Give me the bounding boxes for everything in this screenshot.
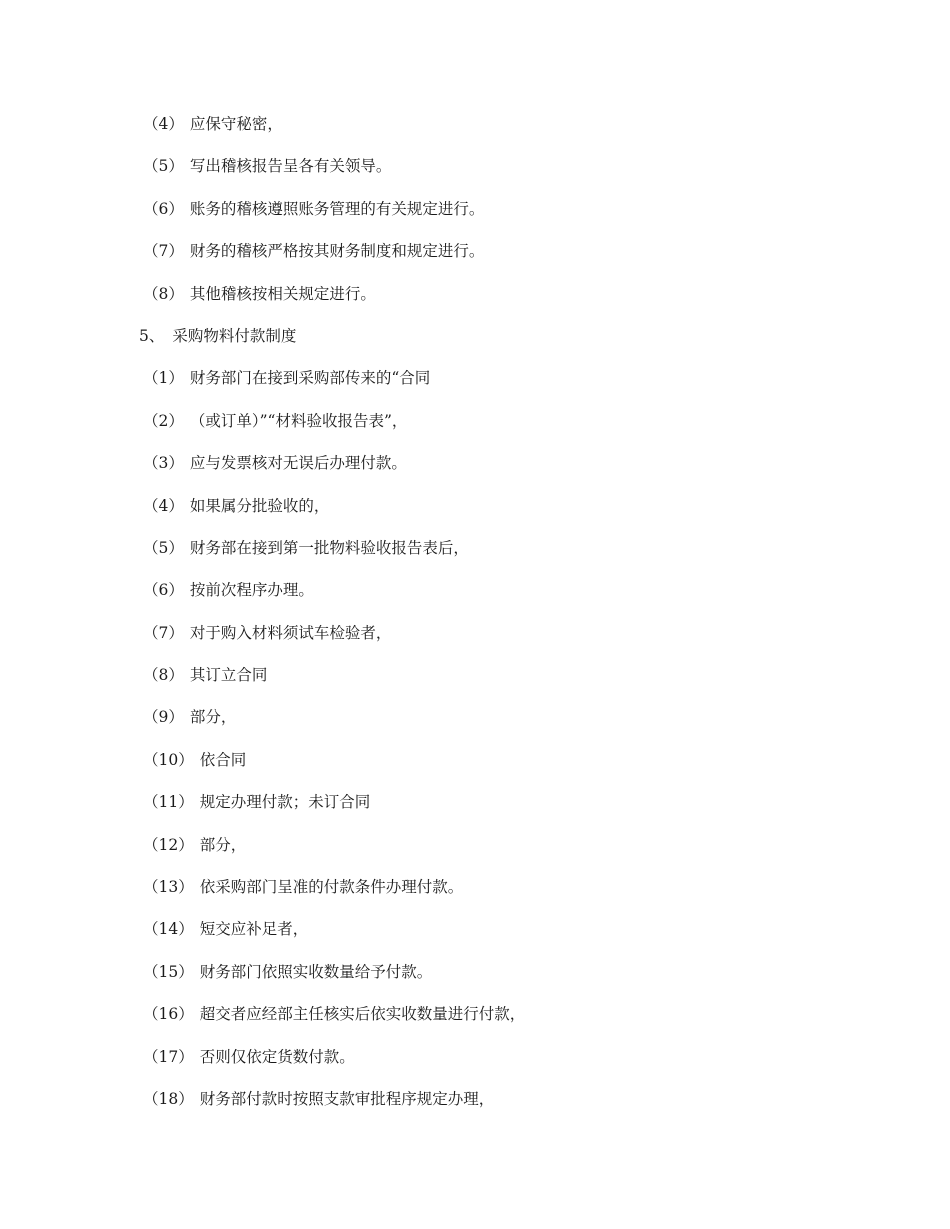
item-text: 对于购入材料须试车检验者， (189, 623, 392, 642)
list-item (139, 449, 839, 491)
item-text: 依合同 (199, 750, 247, 769)
item-text: 如果属分批验收的， (189, 496, 330, 515)
item-number: （7） (143, 623, 184, 642)
list-item (139, 661, 839, 703)
list-item (139, 788, 839, 830)
item-text: 写出稽核报告呈各有关领导。 (189, 157, 392, 176)
list-item (139, 576, 839, 618)
item-number: （7） (143, 242, 184, 261)
item-number: （2） (143, 411, 184, 430)
item-text: 其他稽核按相关规定进行。 (189, 284, 376, 303)
item-text: 财务部门依照实收数量给予付款。 (199, 962, 433, 981)
item-number: （8） (143, 284, 184, 303)
section-number: 5、 (139, 326, 165, 345)
item-number: （18） (143, 1089, 194, 1108)
list-item (139, 1085, 839, 1127)
item-text: 否则仅依定货数付款。 (199, 1047, 355, 1066)
list-item (139, 110, 839, 152)
item-number: （5） (143, 538, 184, 557)
item-text: 超交者应经部主任核实后依实收数量进行付款， (199, 1005, 526, 1024)
list-item (139, 915, 839, 957)
item-text: 账务的稽核遵照账务管理的有关规定进行。 (189, 199, 485, 218)
section-heading (139, 322, 839, 364)
item-text: 部分， (189, 708, 237, 727)
list-item (139, 1043, 839, 1085)
list-item (139, 195, 839, 237)
item-number: （1） (143, 369, 184, 388)
item-number: （9） (143, 708, 184, 727)
item-text: （或订单）”“材料验收报告表”， (189, 411, 408, 430)
list-item (139, 958, 839, 1000)
document-body (139, 110, 839, 1127)
item-number: （4） (143, 115, 184, 133)
section-title: 采购物料付款制度 (172, 326, 297, 345)
list-item (139, 237, 839, 279)
item-number: （3） (143, 454, 184, 473)
list-item (139, 407, 839, 449)
item-text: 财务的稽核严格按其财务制度和规定进行。 (189, 242, 485, 261)
list-item (139, 364, 839, 406)
item-text: 财务部门在接到采购部传来的“合同 (189, 369, 431, 388)
item-number: （12） (143, 835, 194, 854)
item-number: （11） (143, 793, 194, 812)
item-number: （15） (143, 962, 194, 981)
list-item (139, 873, 839, 915)
list-item (139, 831, 839, 873)
item-text: 部分， (199, 835, 247, 854)
item-text: 按前次程序办理。 (189, 581, 314, 600)
list-item (139, 703, 839, 745)
item-number: （13） (143, 878, 194, 897)
item-text: 财务部在接到第一批物料验收报告表后， (189, 538, 469, 557)
list-item (139, 1000, 839, 1042)
item-number: （14） (143, 920, 194, 939)
item-text: 应与发票核对无误后办理付款。 (189, 454, 407, 473)
list-item (139, 280, 839, 322)
item-number: （17） (143, 1047, 194, 1066)
item-number: （6） (143, 581, 184, 600)
item-text: 依采购部门呈准的付款条件办理付款。 (199, 878, 464, 897)
item-number: （16） (143, 1005, 194, 1024)
item-number: （10） (143, 750, 194, 769)
item-text: 规定办理付款；未订合同 (199, 793, 371, 812)
item-text: 其订立合同 (189, 666, 268, 685)
item-number: （4） (143, 496, 184, 515)
list-item (139, 619, 839, 661)
list-item (139, 152, 839, 194)
item-number: （6） (143, 199, 184, 218)
list-item (139, 534, 839, 576)
item-text: 应保守秘密， (189, 115, 283, 133)
item-number: （5） (143, 157, 184, 176)
item-text: 短交应补足者， (199, 920, 309, 939)
list-item (139, 492, 839, 534)
item-number: （8） (143, 666, 184, 685)
list-item (139, 746, 839, 788)
item-text: 财务部付款时按照支款审批程序规定办理， (199, 1089, 495, 1108)
